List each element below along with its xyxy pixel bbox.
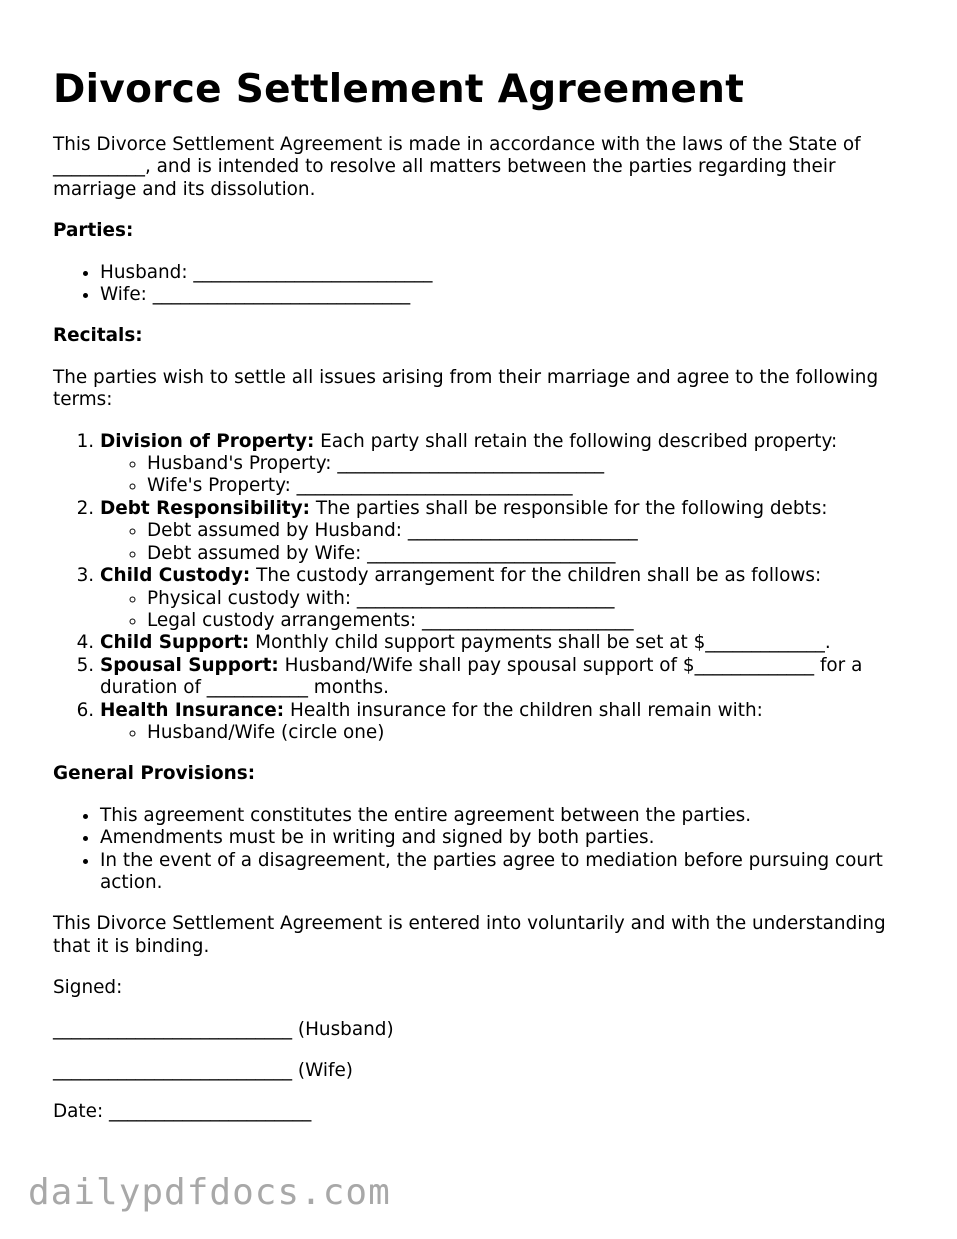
sub-list <box>100 520 913 565</box>
term-label: Debt Responsibility: <box>100 497 311 519</box>
term-text: Health insurance for the children shall remain with: <box>284 699 763 721</box>
sub-item: ◦ Wife's Property: ______________________________ <box>147 475 913 497</box>
sub-list <box>100 453 913 498</box>
parties-heading: Parties: <box>53 220 134 242</box>
terms-list <box>53 431 913 745</box>
signature-wife: __________________________ (Wife) <box>53 1060 353 1081</box>
general-heading: General Provisions: <box>53 763 256 785</box>
term-label: Division of Property: <box>100 430 315 452</box>
term-label: Health Insurance: <box>100 699 285 721</box>
term-text: The parties shall be responsible for the following debts: <box>310 497 828 519</box>
term-label: Child Custody: <box>100 565 251 587</box>
term-label: Spousal Support: <box>100 654 279 676</box>
document-page <box>53 66 913 1143</box>
parties-list <box>53 262 913 307</box>
term-item <box>100 498 913 565</box>
list-item: • This agreement constitutes the entire agreement between the parties. <box>100 805 913 827</box>
term-text: The custody arrangement for the children shall be as follows: <box>250 565 822 587</box>
sub-item: ◦ Legal custody arrangements: _______________________ <box>147 610 913 632</box>
signed-label: Signed: <box>53 977 123 999</box>
sub-list <box>100 722 913 744</box>
watermark: dailypdfdocs.com <box>28 1172 391 1213</box>
term-item <box>100 431 913 498</box>
term-text: Husband/Wife shall pay spousal support of $_____________ for a duration of ___________ months. <box>100 654 863 699</box>
intro-paragraph: This Divorce Settlement Agreement is made in accordance with the laws of the State of __________, and is intended to resolve all matters between the parties regarding their marriage and its dissolution. <box>53 134 861 200</box>
term-item <box>100 655 913 700</box>
list-item: • Wife: ____________________________ <box>100 284 913 306</box>
term-text: Monthly child support payments shall be set at $_____________. <box>249 632 831 654</box>
term-item <box>100 632 913 654</box>
signature-husband: __________________________ (Husband) <box>53 1018 394 1040</box>
list-item: • Amendments must be in writing and signed by both parties. <box>100 827 913 849</box>
term-text: Each party shall retain the following described property: <box>314 430 838 452</box>
date-line: Date: ______________________ <box>53 1101 312 1123</box>
sub-item: ◦ Husband's Property: _____________________________ <box>147 453 913 475</box>
term-item <box>100 565 913 632</box>
sub-item: ◦ Physical custody with: ____________________________ <box>147 588 913 610</box>
document-title: Divorce Settlement Agreement <box>53 67 745 112</box>
list-item: • Husband: __________________________ <box>100 262 913 284</box>
sub-item: ◦ Debt assumed by Husband: _________________________ <box>147 520 913 542</box>
recitals-text: The parties wish to settle all issues arising from their marriage and agree to the following terms: <box>53 366 879 411</box>
recitals-heading: Recitals: <box>53 325 143 347</box>
closing-paragraph: This Divorce Settlement Agreement is entered into voluntarily and with the understanding that it is binding. <box>53 913 886 957</box>
sub-item: ◦ Husband/Wife (circle one) <box>147 722 913 744</box>
sub-item: ◦ Debt assumed by Wife: ___________________________ <box>147 543 913 565</box>
term-item <box>100 700 913 745</box>
general-list <box>53 805 913 895</box>
list-item: • In the event of a disagreement, the parties agree to mediation before pursuing court action. <box>100 850 913 895</box>
sub-list <box>100 588 913 633</box>
term-label: Child Support: <box>100 632 250 654</box>
